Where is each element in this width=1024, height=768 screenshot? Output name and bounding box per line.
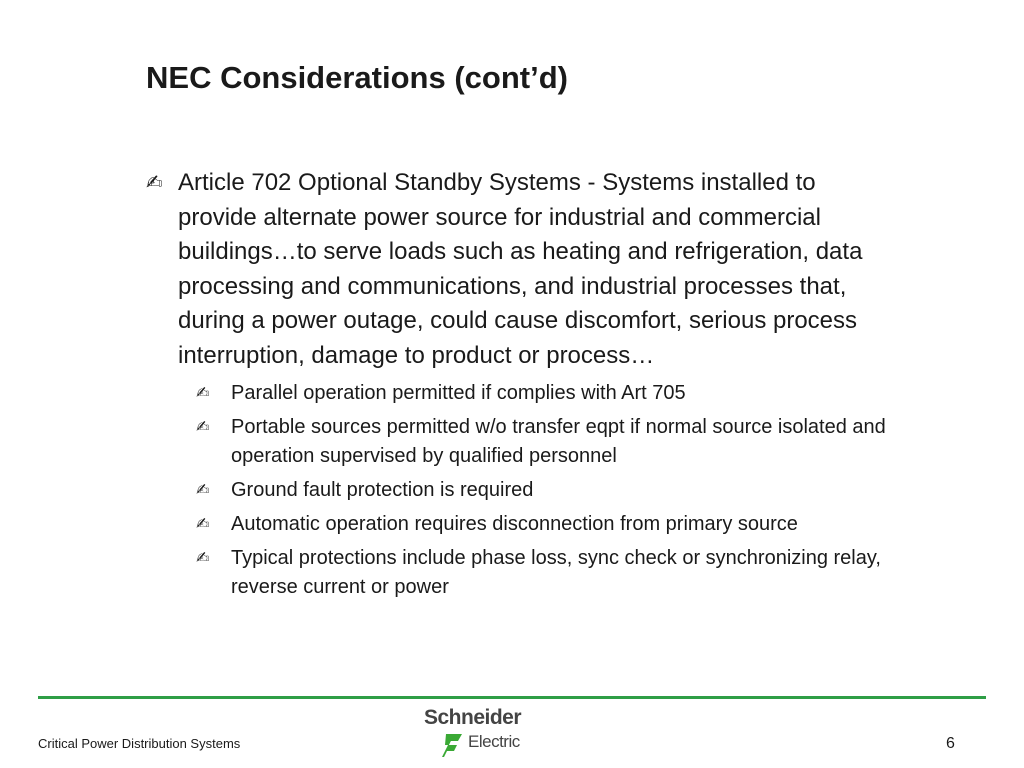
logo-word-schneider: Schneider bbox=[424, 706, 522, 729]
writing-hand-icon: ✍ bbox=[196, 514, 210, 533]
slide-body bbox=[146, 166, 906, 607]
writing-hand-icon: ✍ bbox=[146, 170, 163, 194]
footer-text: Critical Power Distribution Systems bbox=[38, 736, 241, 751]
sub-bullet bbox=[196, 379, 906, 408]
sub-bullet bbox=[196, 413, 906, 471]
sub-bullet-text: Ground fault protection is required bbox=[231, 479, 534, 501]
main-bullet-text: Article 702 Optional Standby Systems - Systems installed to provide alternate power source for industrial and commercial buildings…to serve loads such as heating and refrigeration, data processing and communications, and industrial processes that, during a power outage, could cause discomfort, serious process interruption, damage to product or process… bbox=[178, 169, 863, 369]
sub-bullet-text: Parallel operation permitted if complies with Art 705 bbox=[231, 382, 686, 404]
writing-hand-icon: ✍ bbox=[196, 417, 210, 436]
writing-hand-icon: ✍ bbox=[196, 548, 210, 567]
schneider-electric-logo bbox=[424, 706, 538, 764]
main-bullet bbox=[146, 166, 906, 373]
slide-title: NEC Considerations (cont’d) bbox=[146, 60, 568, 95]
logo-word-electric: Electric bbox=[468, 732, 520, 751]
writing-hand-icon: ✍ bbox=[196, 383, 210, 402]
writing-hand-icon: ✍ bbox=[196, 480, 210, 499]
footer-divider bbox=[38, 696, 986, 699]
sub-bullet-text: Typical protections include phase loss, sync check or synchronizing relay, reverse current or power bbox=[231, 547, 881, 598]
sub-bullet bbox=[196, 544, 906, 602]
sub-bullet bbox=[196, 510, 906, 539]
sub-bullet bbox=[196, 476, 906, 505]
logo-mark-icon bbox=[442, 732, 464, 758]
sub-bullet-list bbox=[146, 379, 906, 602]
page-number: 6 bbox=[946, 735, 955, 752]
sub-bullet-text: Automatic operation requires disconnection from primary source bbox=[231, 513, 798, 535]
sub-bullet-text: Portable sources permitted w/o transfer eqpt if normal source isolated and operation supervised by qualified personnel bbox=[231, 416, 886, 467]
